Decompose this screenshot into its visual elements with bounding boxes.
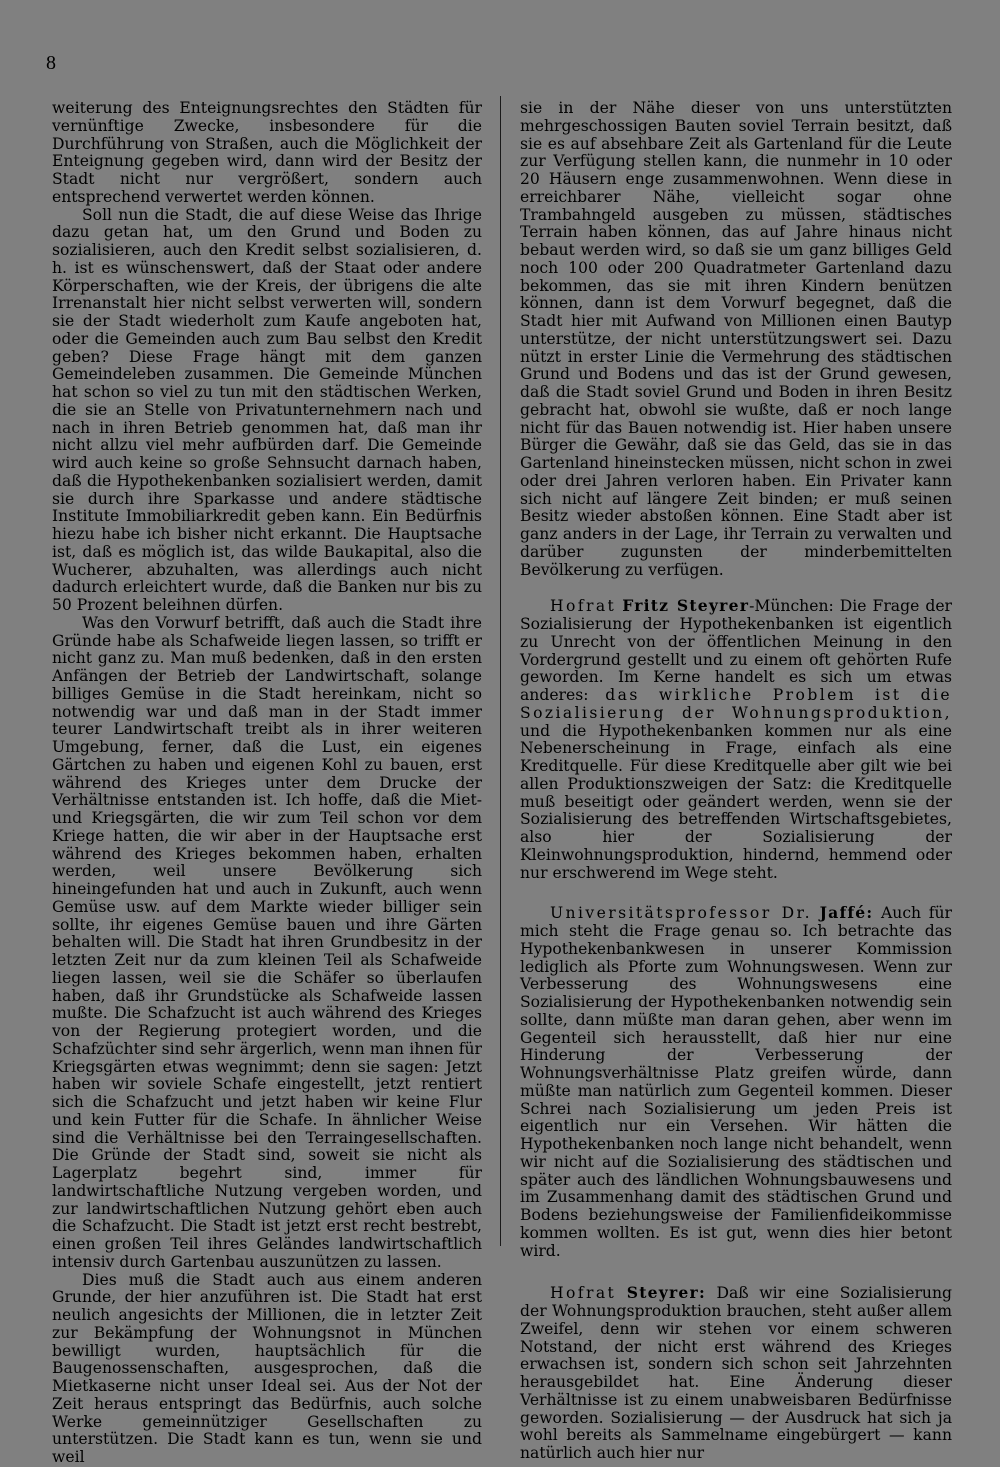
left-column (52, 100, 482, 1467)
speaker-name: Jaffé: (819, 903, 874, 923)
speech-steyrer-muenchen (520, 597, 952, 882)
speaker-title: Universitätsprofessor Dr. (550, 904, 812, 923)
speech-emphasis: das wirkliche Problem ist die Sozialisierung der Wohnungsproduktion, (520, 686, 952, 722)
paragraph: weiterung des Enteignungsrechtes den Städten für vernünftige Zwecke, insbesondere für die Durchführung von Straßen, auch die Möglichkeit der Enteignung gegeben wird, dann wird der Besitz der Stadt nicht nur vergrößert, sondern auch entsprechend verwertet werden können. (52, 99, 482, 206)
speech-text: Die Frage der Sozialisierung der Hypothekenbanken ist eigentlich zu Unrecht von der öffentlichen Meinung in den Vordergrund gestellt und zu einem oft gehörten Rufe geworden. Im Kerne handelt es sich um etwas anderes: (520, 597, 952, 704)
right-column (520, 100, 952, 1463)
speaker-title: Hofrat (550, 1284, 617, 1303)
speaker-name: Fritz Steyrer (622, 596, 750, 616)
paragraph: Was den Vorwurf betrifft, daß auch die Stadt ihre Gründe habe als Schafweide liegen lassen, so trifft er nicht ganz zu. Man muß bedenken, daß in den ersten Anfängen der Betrieb der Landwirtschaft, solange billiges Gemüse in die Stadt hereinkam, nicht so notwendig war und daß man in der Stadt immer teurer Landwirtschaft treibt als in ihrer weiteren Umgebung, ferner, daß die Lust, ein eigenes Gärtchen zu haben und eigenen Kohl zu bauen, erst während des Krieges unter dem Drucke der Verhältnisse entstanden ist. Ich hoffe, daß die Miet- und Kriegsgärten, die wir zum Teil schon vor dem Kriege hatten, die wir aber in der Hauptsache erst während des Krieges bekommen haben, erhalten werden, weil unsere Bevölkerung sich hineingefunden hat und auch in Zukunft, auch wenn Gemüse usw. auf dem Markte wieder billiger sein sollte, ihr eigenes Gemüse bauen und ihre Gärten behalten will. Die Stadt hat ihren Grundbesitz in der letzten Zeit nur da zum kleinen Teil als Schafweide liegen lassen, weil sie die Schäfer so überlaufen haben, daß ihr Grundstücke als Schafweide lassen mußte. Die Schafzucht ist auch während des Krieges von der Regierung protegiert worden, und die Schafzüchter sind sehr ärgerlich, wenn man ihnen für Kriegsgärten etwas wegnimmt; denn sie sagen: Jetzt haben wir soviele Schafe eingestellt, jetzt rentiert sich die Schafzucht und jetzt haben wir keine Flur und kein Futter für die Schafe. In ähnlicher Weise sind die Verhältnisse bei den Terraingesellschaften. Die Gründe der Stadt sind, soweit sie nicht als Lagerplatz begehrt sind, immer für landwirtschaftliche Nutzung vergeben worden, und zur landwirtschaftlichen Nutzung gehört eben auch die Schafzucht. Die Stadt ist jetzt erst recht bestrebt, einen großen Teil ihres Geländes landwirtschaftlich intensiv durch Gartenbau auszunützen zu lassen. (52, 613, 482, 1271)
speech-jaffe (520, 904, 952, 1260)
paragraph: Dies muß die Stadt auch aus einem anderen Grunde, der hier anzuführen ist. Die Stadt hat erst neulich angesichts der Millionen, die in letzter Zeit zur Bekämpfung der Wohnungsnot in München bewilligt wurden, hauptsächlich für die Baugenossenschaften, ausgesprochen, daß die Mietkaserne nicht unser Ideal sei. Aus der Not der Zeit heraus entspringt das Bedürfnis, auch solche Werke gemeinnütziger Gesellschaften zu unterstützen. Die Stadt kann es tun, wenn sie und weil (52, 1270, 482, 1466)
paragraph: sie in der Nähe dieser von uns unterstützten mehrgeschossigen Bauten soviel Terrain besitzt, daß sie es auf absehbare Zeit als Gartenland für die Leute zur Verfügung stellen kann, die nunmehr in 10 oder 20 Häusern enge zusammenwohnen. Wenn diese in erreichbarer Nähe, vielleicht sogar ohne Trambahngeld ausgeben zu müssen, städtisches Terrain haben können, das auf Jahre hinaus nicht bebaut werden wird, so daß sie um ganz billiges Geld noch 100 oder 200 Quadratmeter Gartenland dazu bekommen, das sie mit ihren Kindern benützen können, dann ist dem Vorwurf begegnet, daß die Stadt hier mit Aufwand von Millionen einen Bautyp unterstütze, der nicht unterstützungswert sei. Dazu nützt in erster Linie die Vermehrung des städtischen Grund und Bodens und das ist der Grund gewesen, daß die Stadt soviel Grund und Boden in ihren Besitz gebracht hat, obwohl sie wußte, daß er noch lange nicht für das Bauen notwendig ist. Hier haben unsere Bürger die Gewähr, daß sie das Geld, das sie in das Gartenland hineinstecken müssen, nicht schon in zwei oder drei Jahren verloren haben. Ein Privater kann sich nicht auf längere Zeit binden; er muß seinen Besitz wieder abstoßen können. Eine Stadt aber ist ganz anders in der Lage, ihr Terrain zu verwalten und darüber zugunsten der minderbemittelten Bevölkerung zu verfügen. (520, 99, 952, 579)
speaker-name: Steyrer: (626, 1283, 706, 1303)
paragraph: Soll nun die Stadt, die auf diese Weise das Ihrige dazu getan hat, um den Grund und Boden zu sozialisieren, auch den Kredit selbst sozialisieren, d. h. ist es wünschenswert, daß der Staat oder andere Körperschaften, wie der Kreis, der übrigens die alte Irrenanstalt hier nicht selbst verwerten will, sondern sie der Stadt wiederholt zum Kaufe angeboten hat, oder die Gemeinden auch zum Bau selbst den Kredit geben? Diese Frage hängt mit dem ganzen Gemeindeleben zusammen. Die Gemeinde München hat schon so viel zu tun mit den städtischen Werken, die sie an Stelle von Privatunternehmern nach und nach in ihren Betrieb genommen hat, daß man ihr nicht allzu viel mehr aufbürden darf. Die Gemeinde wird auch keine so große Sehnsucht darnach haben, daß die Hypothekenbanken sozialisiert werden, damit sie durch ihre Sparkasse und andere städtische Institute Immobiliarkredit geben kann. Ein Bedürfnis hiezu habe ich bisher nicht erkannt. Die Hauptsache ist, daß es möglich ist, das wilde Baukapital, also die Wucherer, abzuhalten, was allerdings auch nicht dadurch erleichtert wurde, daß die Banken nur bis zu 50 Prozent beleihnen dürfen. (52, 205, 482, 614)
speech-text: und die Hypothekenbanken kommen nur als eine Nebenerscheinung in Frage, einfach als eine Kreditquelle. Für diese Kreditquelle aber gilt wie bei allen Produktionszweigen der Satz: die Kreditquelle muß beseitigt oder geändert werden, wenn sie der Sozialisierung des betreffenden Wirtschaftsgebietes, also hier der Sozialisierung der Kleinwohnungsproduktion, hindernd, hemmend oder nur erschwerend im Wege steht. (520, 721, 952, 882)
speaker-title: Hofrat (550, 597, 617, 616)
speaker-place: -München: (749, 597, 834, 616)
speech-steyrer (520, 1284, 952, 1463)
speech-text: Daß wir eine Sozialisierung der Wohnungsproduktion brauchen, steht außer allem Zweifel, denn wir stehen vor einem schweren Notstand, der nicht erst während des Krieges erwachsen ist, sondern sich schon seit Jahrzehnten herausgebildet hat. Eine Änderung dieser Verhältnisse ist zu einem unabweisbaren Bedürfnisse geworden. Sozialisierung — der Ausdruck hat sich ja wohl bereits als Sammelname eingebürgert — kann natürlich auch hier nur (520, 1284, 952, 1462)
page-number: 8 (46, 52, 56, 74)
column-divider (500, 96, 501, 1246)
speech-text: Auch für mich steht die Frage genau so. Ich betrachte das Hypothekenbankwesen in unserer Kommission lediglich als Pforte zum Wohnungswesen. Wenn zur Verbesserung des Wohnungswesens eine Sozialisierung der Hypothekenbanken notwendig sein sollte, dann müßte man daran gehen, aber wenn im Gegenteil sich herausstellt, daß hier nur eine Hinderung der Verbesserung der Wohnungsverhältnisse Platz greifen würde, dann müßte man natürlich zum Gegenteil kommen. Dieser Schrei nach Sozialisierung um jeden Preis ist eigentlich nur ein Versehen. Wir hätten die Hypothekenbanken noch lange nicht behandelt, wenn wir nicht auf die Sozialisierung des städtischen und später auch des ländlichen Wohnungsbauwesens und im Zusammenhang damit des städtischen Grund und Bodens beziehungsweise der Familienfideikommisse kommen wollten. Es ist gut, wenn dies hier betont wird. (520, 904, 952, 1260)
